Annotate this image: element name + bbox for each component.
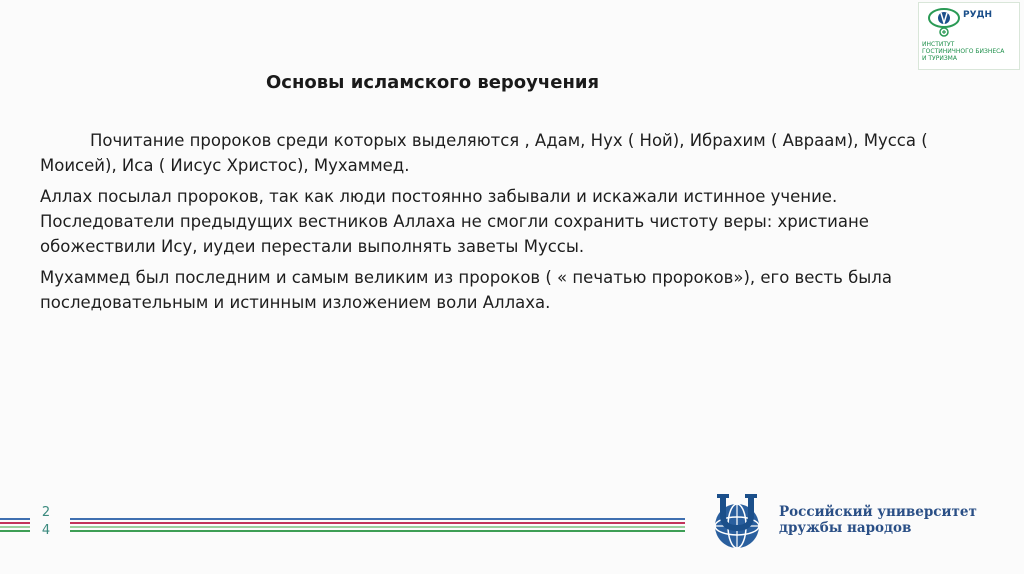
university-emblem-icon: [707, 494, 771, 554]
university-name-line-2: дружбы народов: [779, 520, 912, 536]
paragraph-allah-sent: Аллах посылал пророков, так как люди постоянно забывали и искажали истинное учение. Последователи предыдущих вестников Аллаха не смогли сохранить чистоту веры: христиане обожествили Ису, иудеи перестали выполнять заветы Муссы.: [40, 187, 869, 256]
decorative-stripes-right: [70, 518, 685, 534]
decorative-stripes-left: [0, 518, 30, 534]
paragraph-prophets: Почитание пророков среди которых выделяются , Адам, Нух ( Ной), Ибрахим ( Авраам), Мусса ( Моисей), Иса ( Иисус Христос), Мухаммед.: [40, 131, 928, 175]
university-name: [779, 504, 977, 536]
institute-line-1: ИНСТИТУТ: [922, 41, 955, 48]
university-name-line-1: Российский университет: [779, 504, 977, 520]
page-number-line-2: 4: [41, 523, 51, 538]
page-number: [40, 504, 52, 540]
rudn-abbrev: РУДН: [963, 10, 993, 20]
institute-line-3: И ТУРИЗМА: [922, 55, 957, 62]
institute-name: [922, 41, 1004, 62]
institute-line-2: ГОСТИНИЧНОГО БИЗНЕСА: [922, 48, 1005, 55]
slide-body: [40, 128, 940, 321]
slide-title: Основы исламского вероучения: [266, 72, 600, 93]
rudn-globe-icon: [927, 7, 961, 37]
rudn-university-logo: [707, 494, 997, 554]
rudn-institute-logo: [918, 2, 1020, 70]
paragraph-muhammad: Мухаммед был последним и самым великим из пророков ( « печатью пророков»), его весть была последовательным и истинным изложением воли Аллаха.: [40, 268, 892, 312]
page-number-line-1: 2: [41, 505, 51, 520]
